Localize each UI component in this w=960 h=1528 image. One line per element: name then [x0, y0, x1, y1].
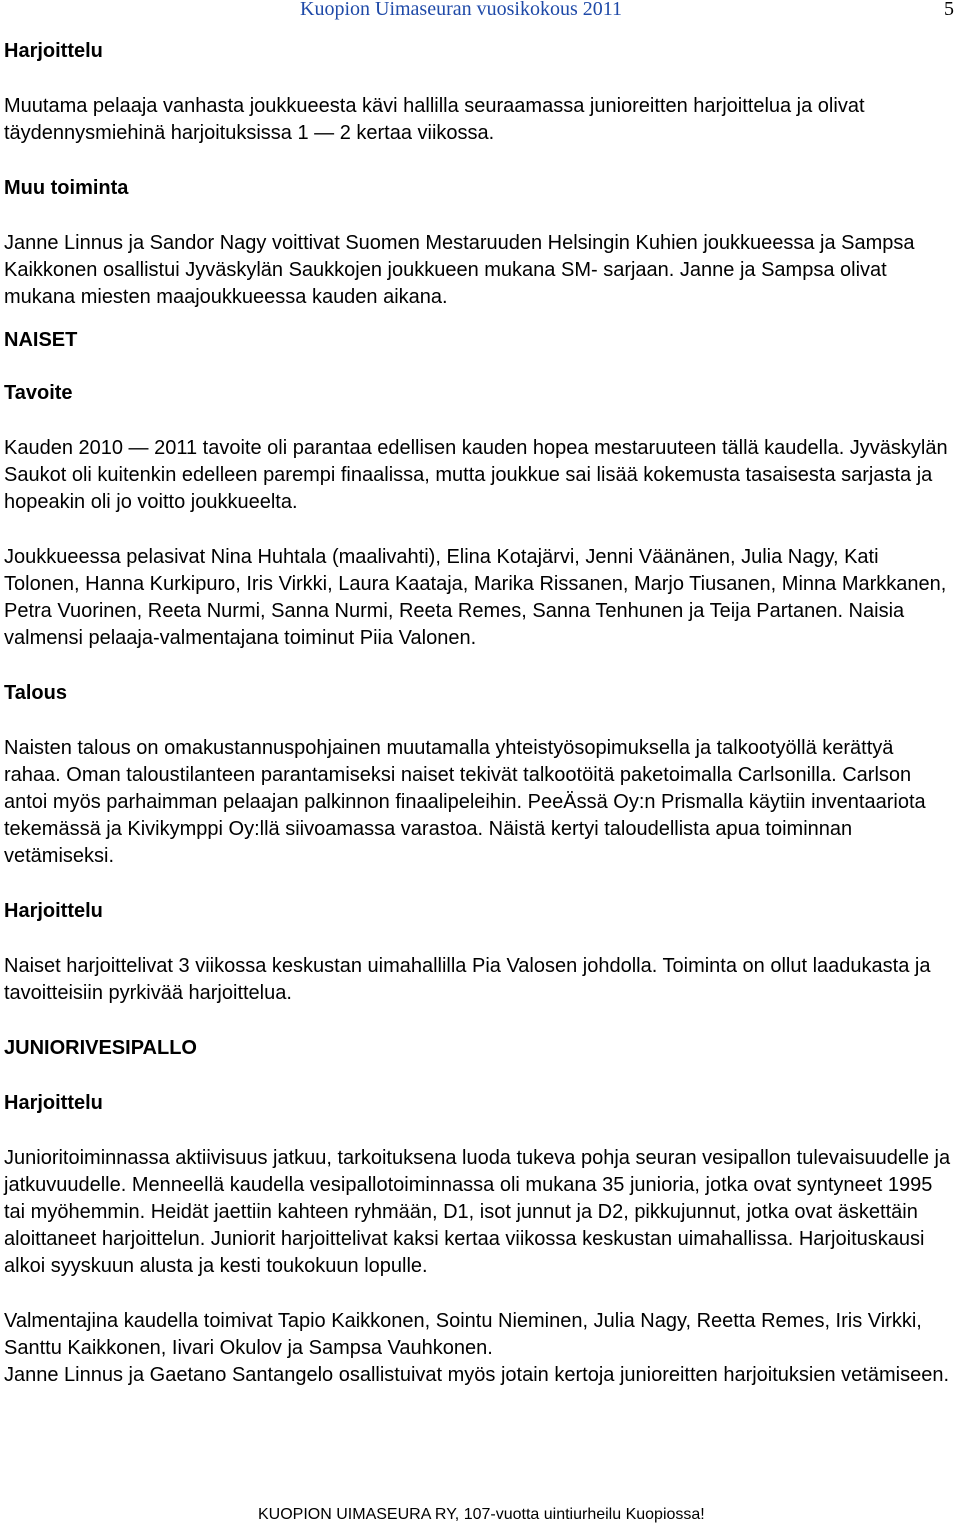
section-heading-harjoittelu-juniorit: Harjoittelu: [4, 1092, 103, 1114]
section-heading-naiset: NAISET: [4, 329, 78, 351]
section-heading-harjoittelu-naiset: Harjoittelu: [4, 900, 103, 922]
section-heading-tavoite: Tavoite: [4, 382, 73, 404]
page-content: [4, 38, 952, 1389]
page-footer: KUOPION UIMASEURA RY, 107-vuotta uintiurheilu Kuopiossa!: [258, 1506, 705, 1523]
paragraph-tavoite: Kauden 2010 — 2011 tavoite oli parantaa edellisen kauden hopea mestaruuteen tällä kaudella. Jyväskylän Saukot oli kuitenkin edelleen parempi finaalissa, mutta joukkue sai lisää kokemusta tasaisesta sarjasta ja hopeakin oli jo voitto joukkueelta.: [4, 437, 948, 513]
paragraph-osallistuivat: Janne Linnus ja Gaetano Santangelo osallistuivat myös jotain kertoja junioreitten harjoituksien vetämiseen.: [4, 1364, 950, 1386]
page-number: 5: [944, 0, 954, 20]
paragraph-harjoittelu-juniorit: Junioritoiminnassa aktiivisuus jatkuu, tarkoituksena luoda tukeva pohja seuran vesipallon tulevaisuudelle ja jatkuvuudelle. Menneellä kaudella vesipallotoiminnassa oli mukana 35 junioria, jotka ovat syntyneet 1995 tai myöhemmin. Heidät jaettiin kahteen ryhmään, D1, isot junnut ja D2, pikkujunnut, jotka ovat äskettäin aloittaneet harjoittelun. Juniorit harjoittelivat kaksi kertaa viikossa keskustan uimahallissa. Harjoituskausi alkoi syyskuun alusta ja kesti toukokuun lopulle.: [4, 1147, 951, 1277]
paragraph-talous: Naisten talous on omakustannuspohjainen muutamalla yhteistyösopimuksella ja talkootyöllä kerättyä rahaa. Oman taloustilanteen parantamiseksi naiset tekivät talkootöitä paketoimalla Carlsonilla. Carlson antoi myös parhaimman pelaajan palkinnon finaalipeleihin. PeeÄssä Oy:n Prismalla käytiin inventaariota tekemässä ja Kivikymppi Oy:llä siivoamassa varastoa. Näistä kertyi taloudellista apua toiminnan vetämiseksi.: [4, 737, 926, 867]
paragraph-muu-toiminta: Janne Linnus ja Sandor Nagy voittivat Suomen Mestaruuden Helsingin Kuhien joukkueessa ja Sampsa Kaikkonen osallistui Jyväskylän Saukkojen joukkueen mukana SM- sarjaan. Janne ja Sampsa olivat mukana miesten maajoukkueessa kauden aikana.: [4, 232, 915, 308]
paragraph-harjoittelu-naiset: Naiset harjoittelivat 3 viikossa keskustan uimahallilla Pia Valosen johdolla. Toiminta on ollut laadukasta ja tavoitteisiin pyrkivää harjoittelua.: [4, 955, 931, 1004]
section-heading-harjoittelu: Harjoittelu: [4, 40, 103, 62]
section-heading-muu-toiminta: Muu toiminta: [4, 177, 129, 199]
paragraph-harjoittelu: Muutama pelaaja vanhasta joukkueesta kävi hallilla seuraamassa junioreitten harjoittelua ja olivat täydennysmiehinä harjoituksissa 1 — 2 kertaa viikossa.: [4, 95, 865, 144]
section-heading-juniorivesipallo: JUNIORIVESIPALLO: [4, 1037, 197, 1059]
running-header: Kuopion Uimaseuran vuosikokous 2011: [300, 0, 623, 20]
paragraph-joukkue: Joukkueessa pelasivat Nina Huhtala (maalivahti), Elina Kotajärvi, Jenni Väänänen, Julia Nagy, Kati Tolonen, Hanna Kurkipuro, Iris Virkki, Laura Kaataja, Marika Rissanen, Marjo Tiusanen, Minna Markkanen, Petra Vuorinen, Reeta Nurmi, Sanna Nurmi, Reeta Remes, Sanna Tenhunen ja Teija Partanen. Naisia valmensi pelaaja-valmentajana toiminut Piia Valonen.: [4, 546, 947, 649]
paragraph-valmentajat: Valmentajina kaudella toimivat Tapio Kaikkonen, Sointu Nieminen, Julia Nagy, Reetta Remes, Iris Virkki, Santtu Kaikkonen, Iivari Okulov ja Sampsa Vauhkonen.: [4, 1310, 922, 1359]
section-heading-talous: Talous: [4, 682, 67, 704]
